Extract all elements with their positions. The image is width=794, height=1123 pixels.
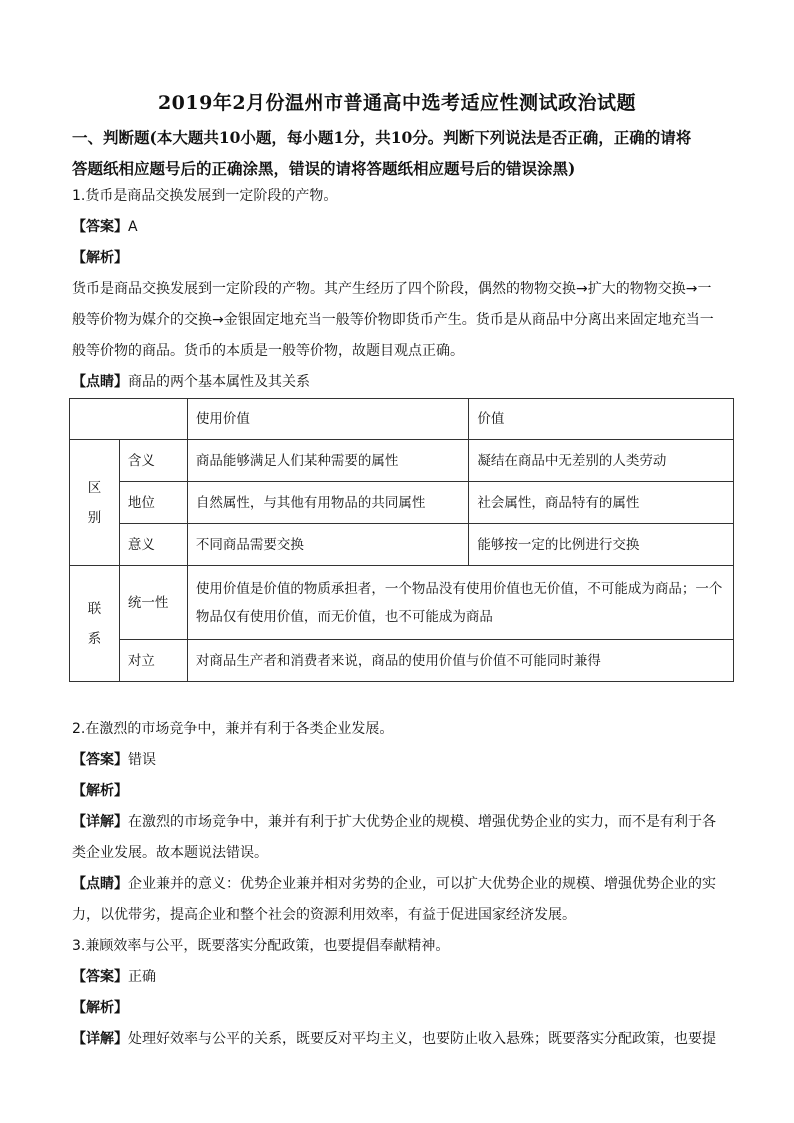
- table-row: [70, 440, 734, 482]
- group-label-relation: 联 系: [70, 566, 120, 682]
- q1-tip: [72, 367, 736, 398]
- row-label: 含义: [119, 440, 187, 482]
- answer-tag: 【答案】: [72, 219, 128, 235]
- group-label-difference: 区 别: [70, 440, 120, 566]
- answer-value: 正确: [128, 969, 156, 985]
- table-row: [70, 640, 734, 682]
- q1-analysis-line-2: 般等价物为媒介的交换→金银固定地充当一般等价物即货币产生。货币是从商品中分离出来固定地充当一: [72, 312, 714, 328]
- table-corner-cell: [70, 399, 188, 440]
- tip-tag: 【点睛】: [72, 374, 128, 390]
- q3-analysis-tag: 【解析】: [72, 1000, 128, 1016]
- row-label: 地位: [119, 482, 187, 524]
- row-label: 统一性: [119, 566, 187, 640]
- question-1: 1.货币是商品交换发展到一定阶段的产物。: [72, 188, 338, 204]
- table-row: [70, 482, 734, 524]
- table-row: [70, 566, 734, 640]
- tip-text: 商品的两个基本属性及其关系: [128, 374, 310, 390]
- answer-tag: 【答案】: [72, 969, 128, 985]
- section-heading: [72, 122, 732, 184]
- row-use-cell: 自然属性，与其他有用物品的共同属性: [187, 482, 469, 524]
- question-3: 3.兼顾效率与公平，既要落实分配政策，也要提倡奉献精神。: [72, 938, 450, 954]
- header-value: 价值: [469, 399, 734, 440]
- row-use-cell: 商品能够满足人们某种需要的属性: [187, 440, 469, 482]
- table-row: [70, 524, 734, 566]
- q2-tip-line-2: 力，以优带劣，提高企业和整个社会的资源利用效率，有益于促进国家经济发展。: [72, 907, 576, 923]
- detail-tag: 【详解】: [72, 814, 128, 830]
- row-use-cell: 不同商品需要交换: [187, 524, 469, 566]
- row-value-cell: 能够按一定的比例进行交换: [469, 524, 734, 566]
- q2-detail-line-2: 类企业发展。故本题说法错误。: [72, 845, 268, 861]
- commodity-attributes-table: [69, 398, 734, 682]
- q1-analysis-tag: 【解析】: [72, 250, 128, 266]
- row-label: 对立: [119, 640, 187, 682]
- tip-tag: 【点睛】: [72, 876, 128, 892]
- section-heading-line-1: 一、判断题(本大题共10小题，每小题1分，共10分。判断下列说法是否正确，正确的请将: [72, 128, 692, 147]
- answer-tag: 【答案】: [72, 752, 128, 768]
- detail-tag: 【详解】: [72, 1031, 128, 1047]
- page-title: 2019年2月份温州市普通高中选考适应性测试政治试题: [157, 92, 637, 114]
- q1-analysis-line-3: 般等价物的商品。货币的本质是一般等价物，故题目观点正确。: [72, 343, 464, 359]
- q2-detail-line-1: 【详解】在激烈的市场竞争中，兼并有利于扩大优势企业的规模、增强优势企业的实力，而不是有利于各: [72, 814, 716, 830]
- question-2: 2.在激烈的市场竞争中，兼并有利于各类企业发展。: [72, 721, 394, 737]
- unity-text: 使用价值是价值的物质承担者，一个物品没有使用价值也无价值，不可能成为商品；一个物品仅有使用价值，而无价值，也不可能成为商品: [187, 566, 733, 640]
- q2-analysis-tag: 【解析】: [72, 783, 128, 799]
- header-use-value: 使用价值: [187, 399, 469, 440]
- row-value-cell: 凝结在商品中无差别的人类劳动: [469, 440, 734, 482]
- q2-tip-line-1: 【点睛】企业兼并的意义：优势企业兼并相对劣势的企业，可以扩大优势企业的规模、增强优势企业的实: [72, 876, 716, 892]
- q2-answer: [72, 745, 736, 776]
- q3-answer: [72, 962, 736, 993]
- answer-value: 错误: [128, 752, 156, 768]
- answer-value: A: [128, 219, 138, 235]
- row-label: 意义: [119, 524, 187, 566]
- q1-analysis-line-1: 货币是商品交换发展到一定阶段的产物。其产生经历了四个阶段，偶然的物物交换→扩大的物物交换→一: [72, 281, 712, 297]
- oppose-text: 对商品生产者和消费者来说，商品的使用价值与价值不可能同时兼得: [187, 640, 733, 682]
- q3-detail-line-1: 【详解】处理好效率与公平的关系，既要反对平均主义，也要防止收入悬殊；既要落实分配政策，也要提: [72, 1031, 716, 1047]
- table-header-row: [70, 399, 734, 440]
- q1-answer: [72, 212, 736, 243]
- section-heading-line-2: 答题纸相应题号后的正确涂黑，错误的请将答题纸相应题号后的错误涂黑): [72, 159, 576, 178]
- row-value-cell: 社会属性，商品特有的属性: [469, 482, 734, 524]
